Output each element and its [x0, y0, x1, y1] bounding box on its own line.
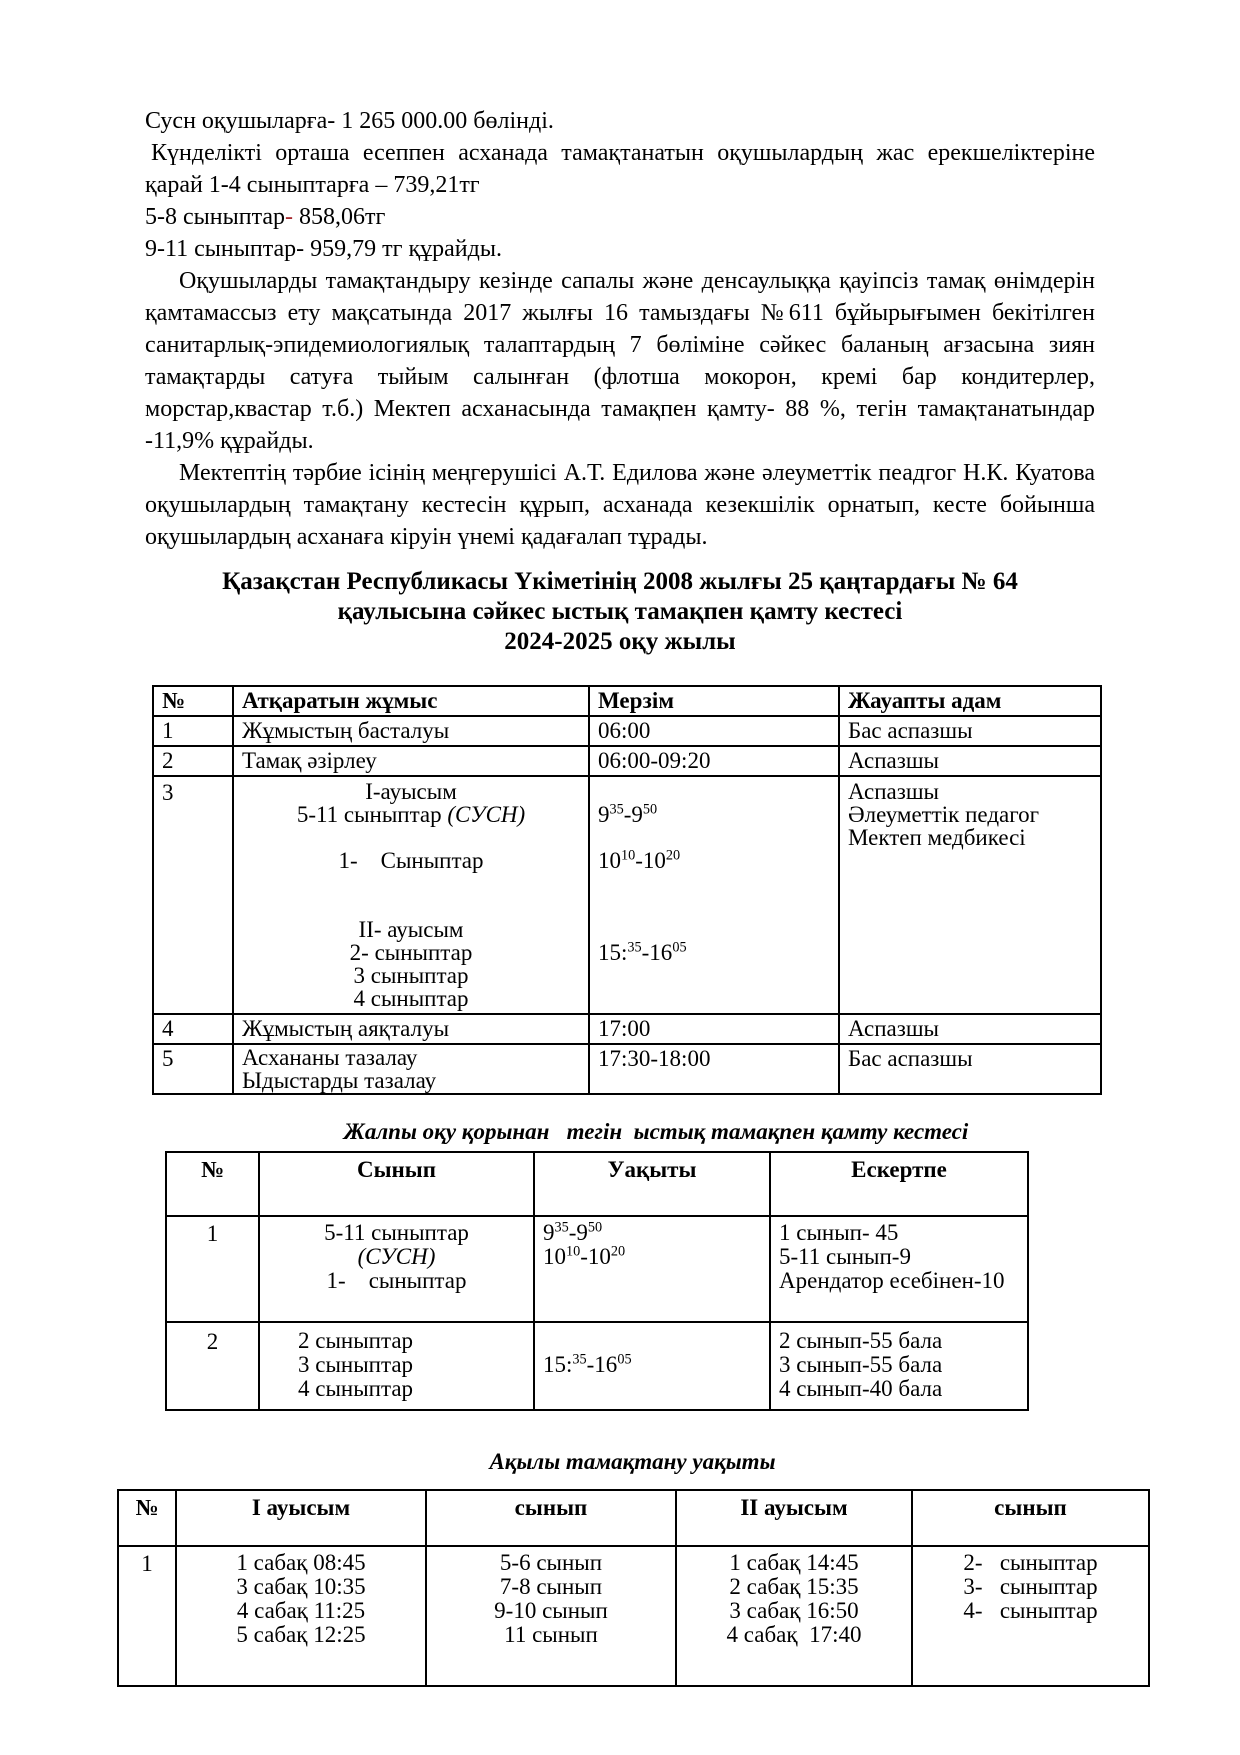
- cell-work: Жұмыстың аяқталуы: [233, 1014, 589, 1044]
- cell-time: [534, 1322, 770, 1410]
- header-work: Атқаратын жұмыс: [233, 686, 589, 716]
- header-note: Ескертпе: [770, 1152, 1028, 1216]
- header-shift-1: І ауысым: [176, 1490, 426, 1546]
- intro-line-daily-average: Күнделікті орташа есеппен асханада тамақтанатын оқушылардың жас ерекшеліктеріне қарай 1-4 сыныптарға – 739,21тг: [145, 140, 1095, 198]
- header-class: Сынып: [259, 1152, 534, 1216]
- blank-line: [598, 918, 830, 941]
- grades-5-8-text: 5-8 сыныптар: [145, 204, 286, 230]
- cell-time: [534, 1216, 770, 1322]
- responsible-item: Аспазшы: [848, 779, 940, 804]
- document-heading: [145, 567, 1095, 657]
- time-sup: 35: [609, 801, 624, 818]
- cell-shift1-lessons: [176, 1546, 426, 1686]
- class-line: 7-8 сынып: [499, 1574, 603, 1599]
- cell-shift2-classes: [912, 1546, 1149, 1686]
- table-header-row: [166, 1152, 1028, 1216]
- time-sup: 20: [610, 1243, 626, 1260]
- time-sup: 05: [672, 939, 687, 956]
- time-range: [543, 1353, 761, 1377]
- grade-2-label: 2- сыныптар: [349, 940, 473, 965]
- header-number: №: [118, 1490, 176, 1546]
- note-line: 5-11 сынып-9: [779, 1244, 911, 1269]
- class-line: 3- сыныптар: [963, 1574, 1098, 1599]
- cell-work: Жұмыстың басталуы: [233, 716, 589, 746]
- time-sup: 10: [566, 1243, 581, 1260]
- note-line: 3 сынып-55 бала: [779, 1352, 943, 1377]
- lesson-time: 1 сабақ 08:45: [236, 1550, 366, 1575]
- cell-notes: [770, 1216, 1028, 1322]
- time-sup: 35: [554, 1219, 569, 1236]
- grade-3-label: 3 сыныптар: [353, 963, 469, 988]
- lesson-time: 3 сабақ 10:35: [236, 1574, 366, 1599]
- shift1-grades-text: 5-11 сыныптар: [296, 802, 448, 827]
- shift2-label: ІІ- ауысым: [358, 917, 464, 942]
- susn-italic: (СУСН): [357, 1244, 436, 1269]
- lesson-time: 1 сабақ 14:45: [729, 1550, 859, 1575]
- header-number: №: [166, 1152, 259, 1216]
- note-line: 4 сынып-40 бала: [779, 1376, 943, 1401]
- time-range-2: [598, 849, 830, 872]
- heading-line-2: қаулысына сәйкес ыстық тамақпен қамту кестесі: [337, 598, 903, 625]
- table-row: [166, 1322, 1028, 1410]
- time-sup: 05: [617, 1351, 632, 1368]
- cell-shift2-lessons: [676, 1546, 912, 1686]
- intro-line-allocation: Сусн оқушыларға- 1 265 000.00 бөлінді.: [145, 108, 554, 134]
- cell-responsible-list: [839, 776, 1101, 1014]
- free-meal-table-title: Жалпы оқу қорынан тегін ыстық тамақпен қамту кестесі: [343, 1119, 969, 1144]
- shift1-label: І-ауысым: [365, 779, 457, 804]
- header-number: №: [153, 686, 233, 716]
- time-base: -16: [641, 940, 673, 965]
- header-class-2: сынып: [912, 1490, 1149, 1546]
- paragraph-food-safety: Оқушыларды тамақтандыру кезінде сапалы және денсаулыққа қауіпсіз тамақ өнімдерін қамтамассыз ету мақсатында 2017 жылғы 16 тамыздағы №611 бұйырығымен бекітілген санитарлық-эпидемиологиялық талаптардың 7 бөліміне сәйкес баланың ағзасына зиян тамақтарды сатуға тыйым салынған (флотша мокорон, кремі бар кондитерлер, морстар,квастар т.б.) Мектеп асханасында тамақпен қамту- 88 %, тегін тамақтанатындар -11,9% құрайды.: [145, 268, 1095, 454]
- time-base: 15:: [598, 940, 628, 965]
- time-sup: 20: [665, 847, 681, 864]
- paid-meal-schedule-table: [117, 1489, 1150, 1687]
- time-sup: 35: [627, 939, 642, 956]
- lesson-time: 2 сабақ 15:35: [729, 1574, 859, 1599]
- cell-shift1-classes: [426, 1546, 676, 1686]
- time-sup: 10: [621, 847, 636, 864]
- time-range-1: [543, 1221, 761, 1245]
- cell-term: 06:00-09:20: [589, 746, 839, 776]
- cell-number: 1: [118, 1546, 176, 1686]
- responsible-item: Әлеуметтік педагог: [848, 802, 1040, 827]
- lesson-time: 4 сабақ 11:25: [236, 1598, 366, 1623]
- class-line: 11 сынып: [504, 1622, 598, 1647]
- heading-line-1: Қазақстан Республикасы Үкіметінің 2008 жылғы 25 қаңтардағы № 64: [222, 568, 1018, 595]
- cell-number: 1: [153, 716, 233, 746]
- header-time: Уақыты: [534, 1152, 770, 1216]
- red-hyphen: -: [285, 204, 294, 230]
- lesson-time: 3 сабақ 16:50: [729, 1598, 859, 1623]
- time-sup: 50: [642, 801, 658, 818]
- hot-meal-schedule-table: [152, 685, 1102, 1095]
- cell-notes: [770, 1322, 1028, 1410]
- lesson-time: 5 сабақ 12:25: [236, 1622, 366, 1647]
- cell-term-shifts: [589, 776, 839, 1014]
- blank-line: [598, 780, 830, 803]
- grade-1-label: 1- Сыныптар: [338, 848, 484, 873]
- table-header-row: [153, 686, 1101, 716]
- class-list: [963, 1551, 1097, 1623]
- free-meal-schedule-table: [165, 1151, 1029, 1411]
- blank-line: [242, 895, 580, 918]
- intro-line-grades-5-8: [145, 201, 1095, 233]
- cell-responsible: Бас аспазшы: [839, 1044, 1101, 1094]
- header-shift-2: ІІ ауысым: [676, 1490, 912, 1546]
- cleaning-line-1: Асхананы тазалау: [242, 1045, 418, 1070]
- cell-number: 4: [153, 1014, 233, 1044]
- lesson-time: 4 сабақ 17:40: [726, 1622, 862, 1647]
- class-line: 4 сыныптар: [298, 1376, 414, 1401]
- header-responsible: Жауапты адам: [839, 686, 1101, 716]
- time-base: 9: [598, 802, 610, 827]
- header-class-1: сынып: [426, 1490, 676, 1546]
- cleaning-line-2: Ыдыстарды тазалау: [242, 1068, 437, 1093]
- cell-term: 17:30-18:00: [589, 1044, 839, 1094]
- note-line: 1 сынып- 45: [779, 1220, 899, 1245]
- intro-line-grades-9-11: 9-11 сыныптар- 959,79 тг құрайды.: [145, 236, 502, 262]
- time-base: 10: [543, 1244, 566, 1269]
- time-base: -16: [586, 1352, 618, 1377]
- cell-number: 5: [153, 1044, 233, 1094]
- table-row: [153, 1014, 1101, 1044]
- class-line: 1- сыныптар: [326, 1268, 467, 1293]
- class-line: 3 сыныптар: [298, 1352, 414, 1377]
- cell-classes: [259, 1322, 534, 1410]
- time-base: -9: [623, 802, 643, 827]
- table-header-row: [118, 1490, 1149, 1546]
- grades-5-8-amount: 858,06тг: [293, 204, 386, 230]
- paragraph-staff-duty: Мектептің тәрбие ісінің меңгерушісі А.Т. Едилова және әлеуметтік пеадгог Н.К. Куатова оқушылардың тамақтану кестесін құрып, асханада кезекшілік орнатып, кесте бойынша оқушылардың асханаға кіруін үнемі қадағалап тұрады.: [145, 460, 1095, 550]
- heading-line-3: 2024-2025 оқу жылы: [504, 628, 736, 655]
- time-range-1: [598, 803, 830, 826]
- blank-line: [242, 872, 580, 895]
- time-base: 9: [543, 1220, 555, 1245]
- cell-work: Тамақ әзірлеу: [233, 746, 589, 776]
- class-line: 4- сыныптар: [963, 1598, 1098, 1623]
- blank-line: [598, 895, 830, 918]
- cell-work-cleaning: [233, 1044, 589, 1094]
- time-sup: 50: [587, 1219, 603, 1236]
- cell-responsible: Бас аспазшы: [839, 716, 1101, 746]
- time-base: -10: [580, 1244, 611, 1269]
- time-range-2: [543, 1245, 761, 1269]
- note-line: Арендатор есебінен-10: [779, 1268, 1005, 1293]
- header-term: Мерзім: [589, 686, 839, 716]
- susn-label: [268, 1245, 525, 1269]
- time-base: 15:: [543, 1352, 573, 1377]
- time-sup: 35: [572, 1351, 587, 1368]
- cell-responsible: Аспазшы: [839, 1014, 1101, 1044]
- cell-responsible: Аспазшы: [839, 746, 1101, 776]
- cell-number: 2: [153, 746, 233, 776]
- class-line: 2- сыныптар: [963, 1550, 1098, 1575]
- class-line: 9-10 сынып: [494, 1598, 608, 1623]
- shift1-grades: [242, 803, 580, 826]
- table-row: [118, 1546, 1149, 1686]
- cell-term: 06:00: [589, 716, 839, 746]
- cell-number: 3: [153, 776, 233, 1014]
- table-row: [153, 746, 1101, 776]
- class-line: 2 сыныптар: [298, 1328, 414, 1353]
- intro-text-block: [0, 0, 1240, 657]
- paid-meal-table-title: Ақылы тамақтану уақыты: [489, 1449, 776, 1474]
- blank-line: [598, 872, 830, 895]
- table-row-shifts: [153, 776, 1101, 1014]
- cell-work-shifts: [233, 776, 589, 1014]
- time-base: 10: [598, 848, 621, 873]
- grade-4-label: 4 сыныптар: [353, 986, 469, 1011]
- blank-line: [598, 826, 830, 849]
- cell-number: 2: [166, 1322, 259, 1410]
- table-row: [153, 716, 1101, 746]
- time-base: -10: [635, 848, 666, 873]
- class-line: 5-11 сыныптар: [324, 1220, 469, 1245]
- cell-classes: [259, 1216, 534, 1322]
- table-row: [153, 1044, 1101, 1094]
- class-line: 5-6 сынып: [499, 1550, 603, 1575]
- cell-term: 17:00: [589, 1014, 839, 1044]
- note-line: 2 сынып-55 бала: [779, 1328, 943, 1353]
- responsible-item: Мектеп медбикесі: [848, 825, 1026, 850]
- blank-line: [242, 826, 580, 849]
- time-range-3: [598, 941, 830, 964]
- cell-number: 1: [166, 1216, 259, 1322]
- susn-label: (СУСН): [447, 802, 526, 827]
- table-row: [166, 1216, 1028, 1322]
- time-base: -9: [568, 1220, 588, 1245]
